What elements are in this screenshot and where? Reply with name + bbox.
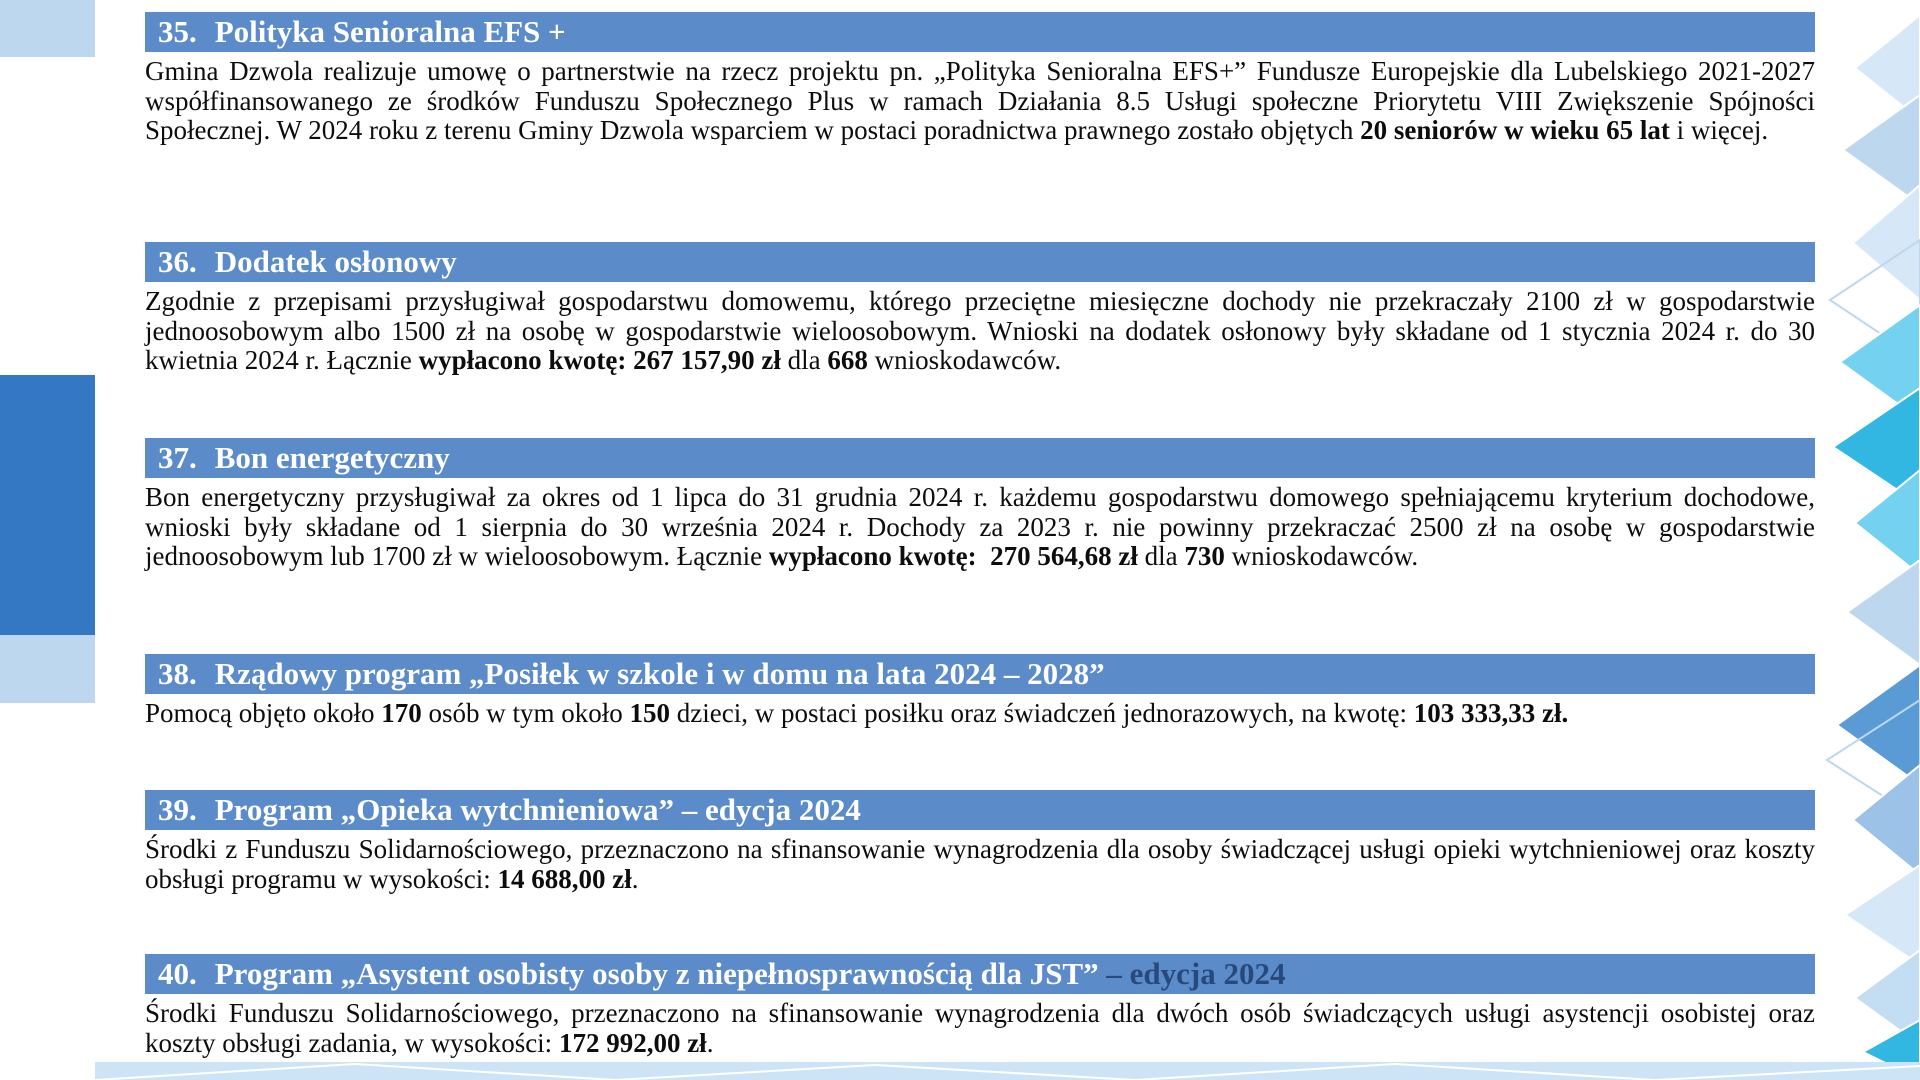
section-40-header: [145, 954, 1815, 994]
right-triangle-pattern: [1825, 0, 1920, 1080]
section-36-number: 36.: [158, 244, 197, 279]
section-39-body: Środki z Funduszu Solidarnościowego, przeznaczono na sfinansowanie wynagrodzenia dla osoby świadczącej usługi opieki wytchnieniowej oraz koszty obsługi programu w wysokości: 14 688,00 zł.: [145, 834, 1815, 894]
section-40-title-suffix: – edycja 2024: [1098, 956, 1286, 991]
left-accent-lower-block: [0, 635, 95, 703]
section-38-body: Pomocą objęto około 170 osób w tym około 150 dzieci, w postaci posiłku oraz świadczeń jednorazowych, na kwotę: 103 333,33 zł.: [145, 698, 1569, 728]
section-40-title: Program „Asystent osobisty osoby z niepełnosprawnością dla JST”: [214, 956, 1099, 991]
bottom-stripe-facets: [95, 1062, 1920, 1080]
section-36-body: Zgodnie z przepisami przysługiwał gospodarstwu domowemu, którego przeciętne miesięczne dochody nie przekraczały 2100 zł w gospodarstwie jednoosobowym albo 1500 zł na osobę w gospodarstwie wieloosobowym. Wnioski na dodatek osłonowy były składane od 1 stycznia 2024 r. do 30 kwietnia 2024 r. Łącznie wypłacono kwotę: 267 157,90 zł dla 668 wnioskodawców.: [145, 286, 1815, 375]
section-38-header: [145, 654, 1815, 694]
section-40-number: 40.: [158, 956, 197, 991]
section-38-title: Rządowy program „Posiłek w szkole i w domu na lata 2024 – 2028”: [214, 656, 1105, 691]
section-38-number: 38.: [158, 656, 197, 691]
bottom-stripe: [95, 1062, 1920, 1080]
section-40-body: Środki Funduszu Solidarnościowego, przeznaczono na sfinansowanie wynagrodzenia dla dwóch osób świadczących usługi asystencji osobistej oraz koszty obsługi zadania, w wysokości: 172 992,00 zł.: [145, 998, 1815, 1058]
section-39-header: [145, 790, 1815, 830]
section-36-title: Dodatek osłonowy: [214, 244, 457, 279]
section-36-header: [145, 242, 1815, 282]
section-37-number: 37.: [158, 440, 197, 475]
section-35-body: Gmina Dzwola realizuje umowę o partnerstwie na rzecz projektu pn. „Polityka Senioralna EFS+” Fundusze Europejskie dla Lubelskiego 2021-2027 współfinansowanego ze środków Funduszu Społecznego Plus w ramach Działania 8.5 Usługi społeczne Priorytetu VIII Zwiększenie Spójności Społecznej. W 2024 roku z terenu Gminy Dzwola wsparciem w postaci poradnictwa prawnego zostało objętych 20 seniorów w wieku 65 lat i więcej.: [145, 56, 1815, 145]
section-37-body: Bon energetyczny przysługiwał za okres od 1 lipca do 31 grudnia 2024 r. każdemu gospodarstwu domowego spełniającemu kryterium dochodowe, wnioski były składane od 1 sierpnia do 30 września 2024 r. Dochody za 2023 r. nie powinny przekraczać 2500 zł na osobę w gospodarstwie jednoosobowym lub 1700 zł w wieloosobowym. Łącznie wypłacono kwotę: 270 564,68 zł dla 730 wnioskodawców.: [145, 482, 1815, 571]
section-35-header: [145, 12, 1815, 52]
section-37-title: Bon energetyczny: [214, 440, 450, 475]
section-39-title: Program „Opieka wytchnieniowa” – edycja 2024: [214, 792, 861, 827]
left-accent-blue-block: [0, 375, 95, 635]
section-37-header: [145, 438, 1815, 478]
section-35-number: 35.: [158, 14, 197, 49]
section-35-title: Polityka Senioralna EFS +: [214, 14, 566, 49]
left-accent-top-block: [0, 0, 95, 57]
section-39-number: 39.: [158, 792, 197, 827]
